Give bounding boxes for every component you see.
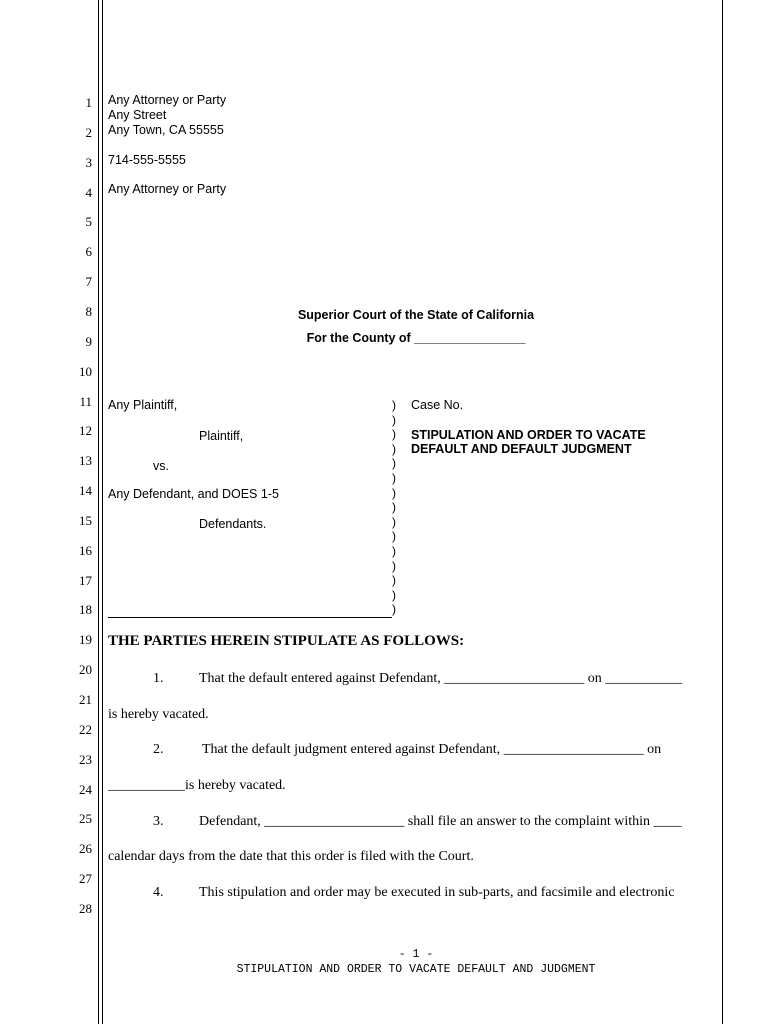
case-number: Case No. — [411, 398, 464, 412]
caption-paren: ) — [392, 573, 396, 588]
court-name: Superior Court of the State of California — [297, 308, 535, 322]
line-number: 2 — [85, 124, 92, 140]
attorney-city: Any Town, CA 55555 — [108, 123, 224, 137]
paragraph-3-number: 3. — [153, 814, 164, 829]
paragraph-4-text: This stipulation and order may be executed in sub-parts, and facsimile and electronic — [199, 885, 675, 900]
line-number: 6 — [85, 244, 92, 260]
paragraph-1-number: 1. — [153, 671, 164, 686]
caption-paren: ) — [392, 558, 396, 573]
caption-paren: ) — [392, 427, 396, 442]
line-number: 18 — [79, 602, 92, 618]
page-number: - 1 - — [398, 948, 434, 961]
line-number: 16 — [79, 542, 92, 558]
line-number: 14 — [79, 483, 92, 499]
line-number: 20 — [79, 662, 92, 678]
attorney-phone: 714-555-5555 — [108, 153, 186, 167]
caption-paren: ) — [392, 544, 396, 558]
stipulation-heading: THE PARTIES HEREIN STIPULATE AS FOLLOWS: — [108, 633, 465, 649]
line-number: 9 — [85, 333, 92, 349]
line-number: 28 — [79, 900, 92, 916]
caption-paren: ) — [392, 602, 396, 617]
line-number: 7 — [85, 274, 92, 290]
paragraph-2-number: 2. — [153, 742, 164, 757]
caption-paren: ) — [392, 514, 396, 529]
line-number: 5 — [85, 214, 92, 230]
line-number: 23 — [79, 751, 92, 767]
court-county: For the County of ________________ — [306, 331, 526, 345]
defendant-label: Defendants. — [199, 517, 267, 531]
line-number: 8 — [85, 303, 92, 319]
line-number: 24 — [79, 781, 92, 797]
line-number: 1 — [85, 95, 92, 110]
line-number: 11 — [79, 393, 92, 409]
line-number: 15 — [79, 512, 92, 528]
line-number: 25 — [79, 811, 92, 827]
line-number: 21 — [79, 692, 92, 707]
line-number: 12 — [79, 423, 92, 439]
caption-paren: ) — [392, 500, 396, 515]
left-margin-rule-outer — [98, 0, 99, 1024]
line-number: 10 — [79, 363, 92, 379]
document-title-line-2: DEFAULT AND DEFAULT JUDGMENT — [411, 442, 632, 456]
paragraph-4-number: 4. — [153, 885, 164, 900]
right-margin-rule — [722, 0, 723, 1024]
attorney-street: Any Street — [108, 108, 167, 122]
caption-underline — [108, 617, 392, 618]
attorney-for: Any Attorney or Party — [108, 182, 227, 196]
paragraph-3-continued: calendar days from the date that this order is filed with the Court. — [108, 849, 474, 864]
paragraph-1-continued: is hereby vacated. — [108, 707, 209, 722]
paragraph-3-text: Defendant, ____________________ shall file an answer to the complaint within ____ — [199, 814, 682, 829]
paragraph-2-continued: ___________is hereby vacated. — [108, 778, 286, 793]
caption-paren: ) — [392, 485, 396, 500]
document-title-line-1: STIPULATION AND ORDER TO VACATE — [411, 428, 646, 442]
line-number: 19 — [79, 632, 92, 648]
line-number: 17 — [79, 572, 92, 588]
line-number: 22 — [79, 721, 92, 737]
line-number: 3 — [85, 154, 92, 170]
caption-paren: ) — [392, 471, 396, 485]
line-number: 4 — [85, 184, 92, 200]
plaintiff-name: Any Plaintiff, — [108, 398, 178, 412]
caption-paren: ) — [392, 456, 396, 471]
paragraph-1-text: That the default entered against Defendant, ____________________ on ___________ — [199, 671, 683, 686]
plaintiff-label: Plaintiff, — [199, 429, 244, 443]
caption-paren: ) — [392, 441, 396, 456]
paragraph-2-text: That the default judgment entered against Defendant, ____________________ on — [202, 742, 662, 757]
caption-paren: ) — [392, 412, 396, 427]
attorney-name: Any Attorney or Party — [108, 93, 227, 107]
footer-title: STIPULATION AND ORDER TO VACATE DEFAULT AND JUDGMENT — [236, 963, 596, 976]
defendant-name: Any Defendant, and DOES 1-5 — [108, 487, 279, 501]
left-margin-rule-inner — [102, 0, 103, 1024]
caption-paren: ) — [392, 398, 396, 412]
line-number: 13 — [79, 453, 92, 469]
caption-paren: ) — [392, 587, 396, 602]
line-number: 27 — [79, 871, 92, 887]
versus: vs. — [153, 459, 169, 473]
caption-paren: ) — [392, 529, 396, 544]
line-number: 26 — [79, 841, 92, 857]
